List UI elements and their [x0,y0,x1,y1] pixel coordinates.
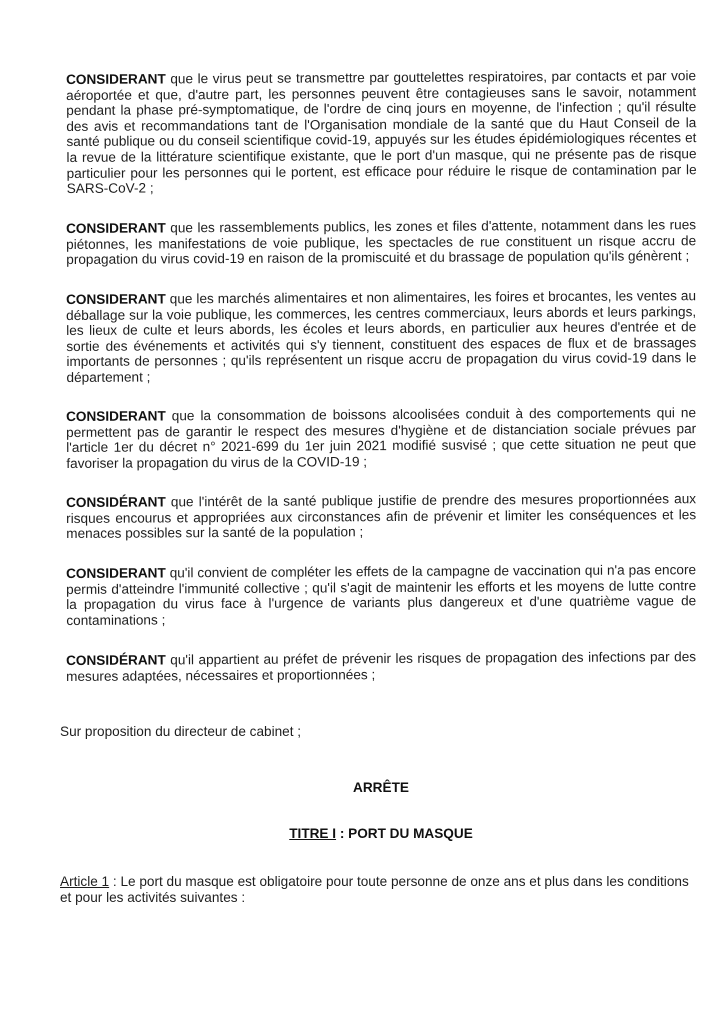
considerant-text: que les rassemblements publics, les zones et files d'attente, notamment dans les rues piétonnes, les manifestations de voie publique, les spectacles de rue constituent un risque accru de propagation du virus covid-19 en raison de la promiscuité et du brassage de population qu'ils génèrent ; [66,216,697,267]
arrete-heading: ARRÊTE [353,780,409,795]
considerant-paragraph-2 [66,217,696,268]
article-1-paragraph [60,874,694,905]
considerant-paragraph-4 [66,405,696,471]
considerant-text: que l'intérêt de la santé publique justifie de prendre des mesures proportionnées aux risques encourus et appropriées aux circonstances afin de prévenir et limiter les conséquences et les menaces possibles sur la santé de la population ; [66,491,697,542]
article-label: Article 1 [60,874,110,889]
titre-heading [66,826,696,841]
considerant-keyword: CONSIDÉRANT [66,494,166,511]
considerant-paragraph-5 [66,492,696,543]
considerant-keyword: CONSIDERANT [66,220,166,236]
considerant-keyword: CONSIDERANT [66,565,166,582]
considerant-keyword: CONSIDÉRANT [66,652,166,668]
considerant-paragraph-1 [66,68,697,197]
considerant-paragraph-7 [66,649,696,684]
considerant-keyword: CONSIDERANT [66,71,166,87]
titre-label: TITRE I [289,826,337,841]
considerant-text: que les marchés alimentaires et non alimentaires, les foires et brocantes, les ventes au déballage sur la voie publique, les commerces, les centres commerciaux, leurs abords et leurs parkings, les lieux de culte et leurs abords, les écoles et leurs abords, en particulier aux heures d'entrée et de sortie des événements et activités qui s'y tiennent, constituent des espaces de flux et de brassages importants de personnes ; qu'ils représentent un risque accru de propagation du virus covid-19 dans le département ; [66,287,697,385]
considerant-text: qu'il appartient au préfet de prévenir les risques de propagation des infections par des mesures adaptées, nécessaires et proportionnées ; [66,648,697,684]
article-text: : Le port du masque est obligatoire pour toute personne de onze ans et plus dans les conditions et pour les activités suivantes : [60,874,689,905]
titre-rest: : PORT DU MASQUE [336,826,473,841]
considerant-keyword: CONSIDERANT [66,290,166,307]
considerant-paragraph-3 [66,288,697,385]
proposition-line: Sur proposition du directeur de cabinet ; [60,724,302,739]
considerant-paragraph-6 [66,562,696,628]
considerant-text: que la consommation de boissons alcoolisées conduit à des comportements qui ne permettent pas de garantir le respect des mesures d'hygiène et de distanciation sociale prévues par l'article 1er du décret n° 2021-699 du 1er juin 2021 modifié susvisé ; que cette situation ne peut que favoriser la propagation du virus de la COVID-19 ; [66,405,697,471]
considerant-text: que le virus peut se transmettre par gouttelettes respiratoires, par contacts et par voie aéroportée et que, d'autre part, les personnes peuvent être contagieuses sans le savoir, notamment pendant la phase pré-symptomatique, de l'ordre de cinq jours en moyenne, de l'infection ; qu'il résulte des avis et recommandations tant de l'Organisation mondiale de la santé que du Haut Conseil de la santé publique ou du conseil scientifique covid-19, appuyés sur les études épidémiologiques récentes et la revue de la littérature scientifique existante, que le port d'un masque, qui ne présente pas de risque particulier pour les personnes qui le portent, est efficace pour réduire le risque de contamination par le SARS-CoV-2 ; [66,68,697,197]
considerant-keyword: CONSIDERANT [66,408,166,425]
considerant-text: qu'il convient de compléter les effets de la campagne de vaccination qui n'a pas encore permis d'atteindre l'immunité collective ; qu'il s'agit de maintenir les efforts et les moyens de lutte contre la propagation du virus face à l'urgence de variants plus dangereux et d'une quatrième vague de contaminations ; [66,562,697,629]
